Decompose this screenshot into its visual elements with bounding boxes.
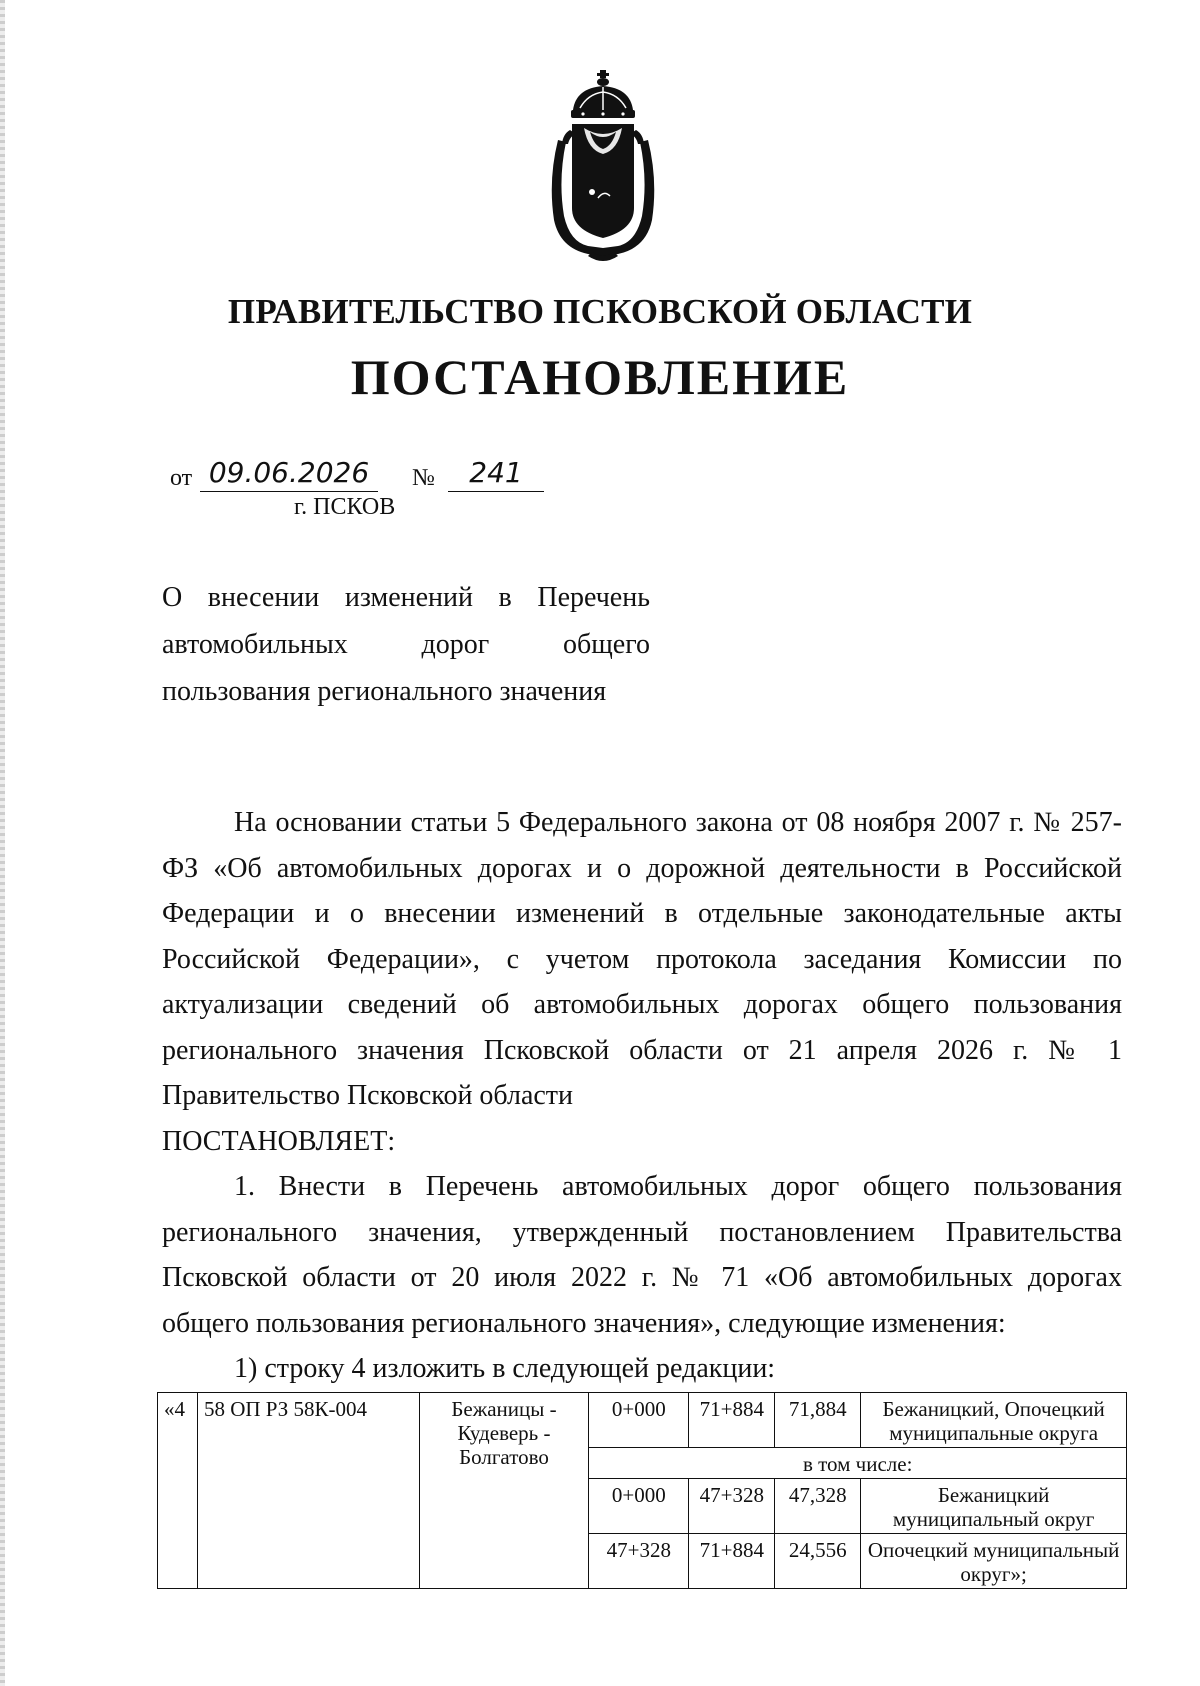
table-cell-road-id: 58 ОП РЗ 58К-004 [197, 1393, 419, 1589]
document-subject [162, 574, 650, 715]
table-cell-end: 47+328 [689, 1479, 775, 1534]
table-cell-district: Бежаницкий, Опочецкий муниципальные округа [861, 1393, 1127, 1448]
table-cell-length: 71,884 [775, 1393, 861, 1448]
table-cell-district: Бежаницкий муниципальный округ [861, 1479, 1127, 1534]
table-row [158, 1393, 1127, 1448]
number-label: № [412, 465, 435, 491]
road-table [157, 1392, 1127, 1589]
table-cell-end: 71+884 [689, 1534, 775, 1589]
table-cell-start: 0+000 [589, 1479, 689, 1534]
scan-edge [0, 0, 5, 1686]
table-cell-length: 24,556 [775, 1534, 861, 1589]
table-cell-district: Опочецкий муниципальный округ»; [861, 1534, 1127, 1589]
subject-line: пользования регионального значения [162, 676, 607, 707]
organization-title: ПРАВИТЕЛЬСТВО ПСКОВСКОЙ ОБЛАСТИ [227, 292, 973, 331]
subpoint-1-paragraph: 1) строку 4 изложить в следующей редакции: [234, 1353, 776, 1384]
coat-of-arms-icon [528, 70, 678, 265]
subject-line: О внесении изменений в Перечень [162, 582, 650, 613]
table-cell-start: 47+328 [589, 1534, 689, 1589]
preamble-paragraph: На основании статьи 5 Федерального закона от 08 ноября 2007 г. № 257-ФЗ «Об автомобильных дорогах и о дорожной деятельности в Российской Федерации и о внесении изменений в отдельные законодательные акты Российской Федерации», с учетом протокола заседания Комиссии по актуализации сведений об автомобильных дорогах общего пользования регионального значения Псковской области от 21 апреля 2026 г. № 1 Правительство Псковской области [162, 807, 1122, 1111]
document-type-title: ПОСТАНОВЛЕНИЕ [350, 349, 850, 405]
table-cell-including: в том числе: [589, 1448, 1127, 1479]
table-cell-start: 0+000 [589, 1393, 689, 1448]
handwritten-number: 241 [448, 455, 544, 492]
date-prefix: от [170, 465, 193, 491]
table-cell-row-number: «4 [158, 1393, 198, 1589]
table-cell-road-name: Бежаницы - Кудеверь - Болгатово [419, 1393, 589, 1589]
resolves-label: ПОСТАНОВЛЯЕТ: [162, 1125, 396, 1157]
document-body [162, 800, 1122, 1392]
handwritten-date: 09.06.2026 [200, 455, 378, 492]
subject-line: автомобильных дорог общего [162, 629, 650, 660]
city-label: г. ПСКОВ [294, 494, 396, 520]
point-1-paragraph: 1. Внести в Перечень автомобильных дорог общего пользования регионального значения, утвержденный постановлением Правительства Псковской области от 20 июля 2022 г. № 71 «Об автомобильных дорогах общего пользования регионального значения», следующие изменения: [162, 1171, 1122, 1339]
table-cell-length: 47,328 [775, 1479, 861, 1534]
table-cell-end: 71+884 [689, 1393, 775, 1448]
